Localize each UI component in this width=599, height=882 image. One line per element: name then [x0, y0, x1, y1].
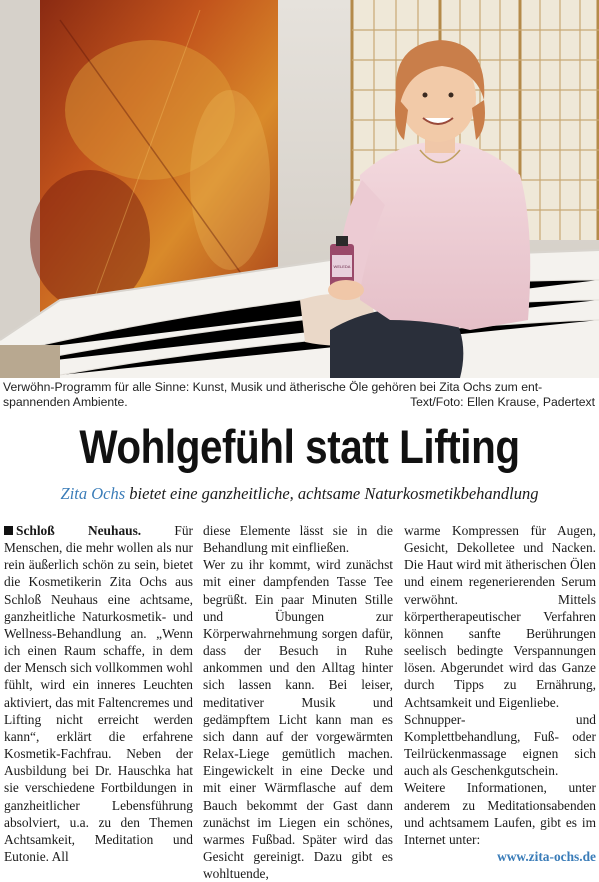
headline: Wohlgefühl statt Lifting: [79, 420, 520, 473]
treatment-room-photo-icon: [0, 0, 599, 378]
article-text: Für Menschen, die mehr wollen als nur rein äußerlich schön zu sein, bietet die Kosmetikerin Zita Ochs aus Schloß Neuhaus eine achtsame, ganzheitliche Naturkosmetik- und Wellness-Behandlung an. „Wenn ich einen Raum schaffe, in dem der Mensch sich vollkommen wohl fühlt, wird ein inneres Leuchten aktiviert, das mit Faltencremes und Lifting nicht erreicht werden kann“, erklärt die erfahrene Kosmetik-Fachfrau. Neben der Ausbildung bei Dr. Hauschka hat sie verschiedene Fortbildungen in ganzheitlicher Lebensführung absolviert, u.a. zu den Themen Achtsamkeit, Meditation und Eutonie. All: [4, 523, 193, 864]
article-location: Schloß Neuhaus.: [16, 523, 142, 538]
article-paragraph: Schnupper- und Komplettbehandlung, Fuß- oder Teilrückenmassage eignen sich auch als Geschenkgutschein.: [404, 711, 596, 779]
caption-line-2: spannenden Ambiente.: [3, 394, 128, 409]
article-column-1: [4, 522, 193, 865]
article-paragraph: diese Elemente lässt sie in die Behandlung mit einfließen.: [203, 523, 393, 556]
bullet-square-icon: [4, 526, 13, 535]
caption-line-1: Verwöhn-Programm für alle Sinne: Kunst, Musik und ätherische Öle gehören bei Zita Ochs zum ent-: [3, 380, 543, 394]
subheadline-name: Zita Ochs: [60, 484, 126, 503]
article-paragraph: Weitere Informationen, unter anderem zu Meditationsabenden und achtsamem Laufen, gibt es im Internet unter:: [404, 780, 596, 847]
photo-credit: Text/Foto: Ellen Krause, Padertext: [410, 394, 595, 409]
article-body: [4, 522, 596, 882]
website-link[interactable]: www.zita-ochs.de: [497, 848, 596, 864]
article-paragraph: warme Kompressen für Augen, Gesicht, Dekolletee und Nacken. Die Haut wird mit ätherischen Ölen und einem regenerierenden Serum verwöhnt. Mittels körpertherapeutischer Verfahren können sanfte Berührungen seelisch bedingte Verspannungen lösen. Abgerundet wird das Ganze durch Tipps zu Ernährung, Achtsamkeit und Eigenliebe.: [404, 523, 596, 710]
article-photo: [0, 0, 599, 378]
article-paragraph: [4, 522, 193, 865]
subheadline-text: bietet eine ganzheitliche, achtsame Naturkosmetikbehandlung: [125, 484, 539, 503]
article-column-3: [404, 522, 596, 865]
article-paragraph: Wer zu ihr kommt, wird zunächst mit einer dampfenden Tasse Tee begrüßt. Ein paar Minuten Stille und Übungen zur Körperwahrnehmung sorgen dafür, dass der Besuch in Ruhe ankommen und den Alltag hinter sich lassen kann. Bei leiser, meditativer Musik und gedämpftem Licht kann man es sich dann auf der vorgewärmten Relax-Liege gemütlich machen. Eingewickelt in eine Decke und mit einer Wärmflasche auf dem Bauch bekommt der Gast dann zunächst im Liegen ein schönes, warmes Fußbad. Später wird das Gesicht gereinigt. Dazu gibt es wohltuende,: [203, 557, 393, 882]
photo-caption: [3, 380, 595, 409]
article-column-2: [203, 522, 393, 882]
subheadline: [0, 484, 599, 504]
bottle-label: WELEDA: [333, 264, 351, 269]
